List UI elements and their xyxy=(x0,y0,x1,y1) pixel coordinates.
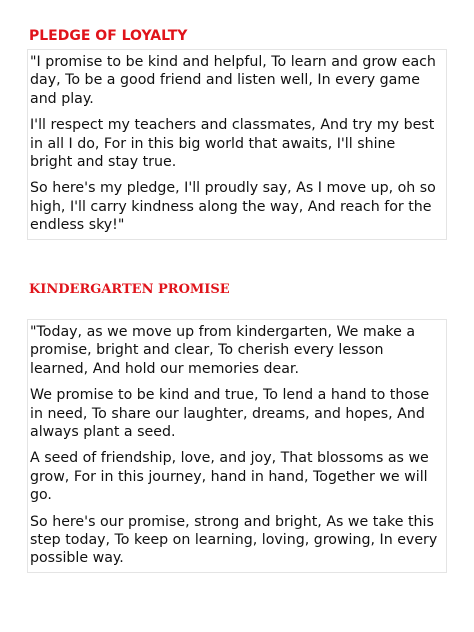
promise-text-box xyxy=(27,319,447,573)
promise-section xyxy=(27,280,447,573)
promise-heading: KINDERGARTEN PROMISE xyxy=(29,282,230,297)
promise-paragraph-3: A seed of friendship, love, and joy, That blossoms as we grow, For in this journey, hand in hand, Together we will go. xyxy=(30,450,429,504)
pledge-paragraph-2: I'll respect my teachers and classmates, And try my best in all I do, For in this big world that awaits, I'll shine bright and stay true. xyxy=(30,117,435,171)
pledge-text-box xyxy=(27,49,447,240)
pledge-paragraph-1: "I promise to be kind and helpful, To learn and grow each day, To be a good friend and listen well, In every game and play. xyxy=(30,54,436,107)
promise-paragraph-4: So here's our promise, strong and bright, As we take this step today, To keep on learning, loving, growing, In every possible way. xyxy=(30,513,438,567)
promise-paragraph-1: "Today, as we move up from kindergarten, We make a promise, bright and clear, To cherish every lesson learned, And hold our memories dear. xyxy=(30,324,416,377)
pledge-heading: PLEDGE OF LOYALTY xyxy=(29,28,188,44)
promise-paragraph-2: We promise to be kind and true, To lend a hand to those in need, To share our laughter, dreams, and hopes, And always plant a seed. xyxy=(30,387,430,441)
pledge-section xyxy=(27,26,447,240)
pledge-paragraph-3: So here's my pledge, I'll proudly say, As I move up, oh so high, I'll carry kindness along the way, And reach for the endless sky!" xyxy=(30,180,436,234)
